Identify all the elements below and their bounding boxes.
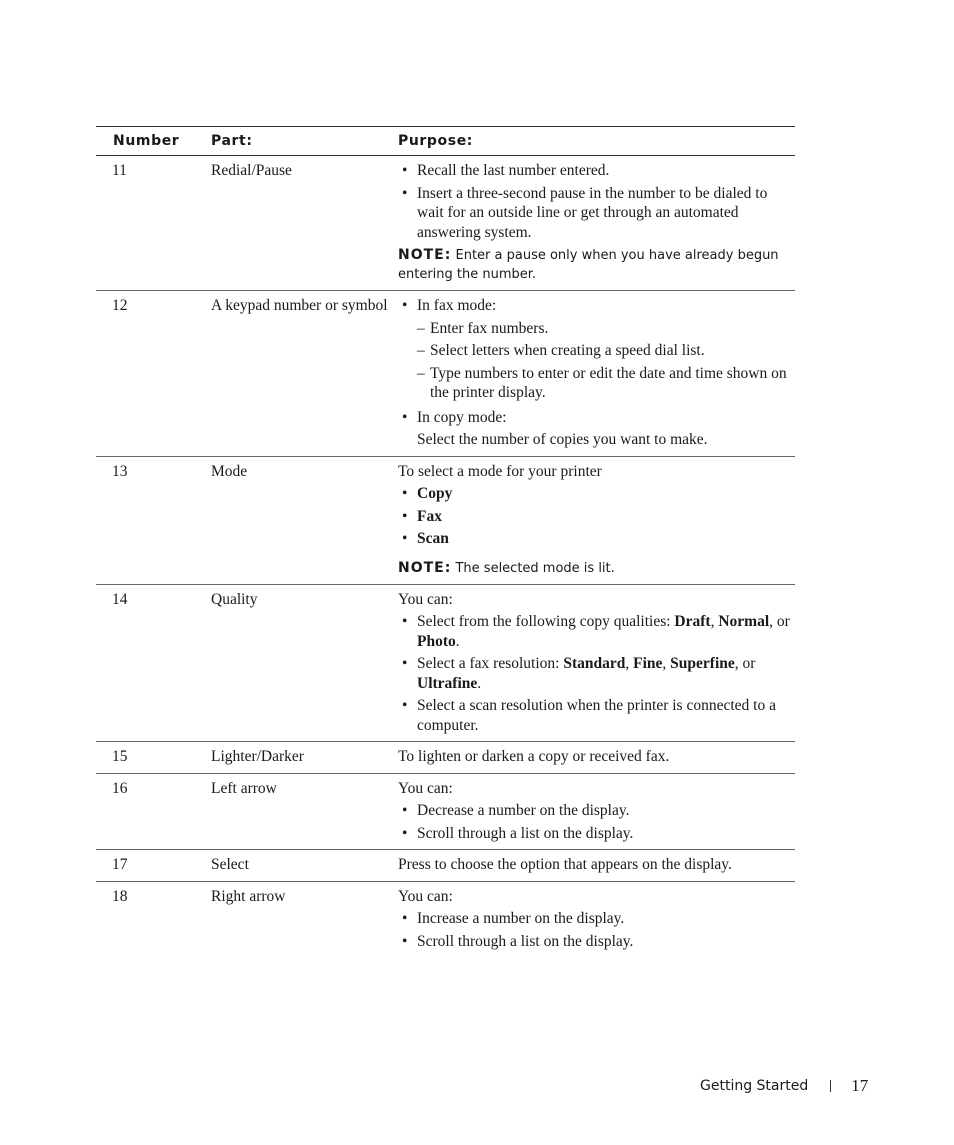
dash-mark: – bbox=[417, 364, 425, 382]
list-item-text: Increase a number on the display. bbox=[417, 910, 625, 927]
list-item bbox=[398, 161, 793, 181]
bullet-mark: • bbox=[402, 697, 408, 714]
row-number: 12 bbox=[112, 297, 128, 314]
table-row bbox=[96, 291, 795, 457]
list-item bbox=[398, 932, 793, 952]
bullet-mark: • bbox=[402, 162, 408, 179]
header-purpose: Purpose: bbox=[398, 133, 473, 149]
mode-copy: Copy bbox=[417, 485, 453, 502]
list-item-text: In copy mode: bbox=[417, 408, 507, 426]
list-item bbox=[398, 296, 793, 316]
intro-text: You can: bbox=[398, 590, 453, 608]
row-purpose bbox=[398, 887, 795, 952]
text-run: , bbox=[662, 655, 671, 672]
bullet-mark: • bbox=[402, 802, 408, 819]
bullet-mark: • bbox=[402, 910, 408, 927]
text-run: Select from the following copy qualities: bbox=[417, 613, 675, 630]
table-row bbox=[96, 742, 795, 774]
mode-scan: Scan bbox=[417, 530, 449, 547]
row-part: Mode bbox=[211, 462, 248, 480]
row-part: Left arrow bbox=[211, 779, 277, 797]
list-item bbox=[398, 824, 793, 844]
parts-table bbox=[96, 126, 795, 957]
text-run: , bbox=[625, 655, 634, 672]
bullet-mark: • bbox=[402, 655, 408, 672]
list-item bbox=[398, 801, 793, 821]
note-text: Enter a pause only when you have already begun entering the number. bbox=[398, 248, 779, 282]
row-number: 16 bbox=[112, 779, 128, 797]
note bbox=[398, 246, 793, 284]
text-run: , or bbox=[734, 655, 756, 672]
table-row bbox=[96, 882, 795, 958]
quality-photo: Photo bbox=[417, 632, 456, 650]
page-number: 17 bbox=[851, 1076, 869, 1095]
list-item-text: Insert a three-second pause in the number to be dialed to wait for an outside line or get through an automated answering system. bbox=[417, 184, 768, 241]
list-item-text bbox=[417, 654, 793, 693]
row-purpose: Press to choose the option that appears on the display. bbox=[398, 856, 732, 873]
row-part: Redial/Pause bbox=[211, 162, 292, 179]
resolution-superfine: Superfine bbox=[670, 655, 735, 672]
table-header bbox=[96, 127, 795, 156]
row-number: 11 bbox=[112, 162, 127, 179]
note bbox=[398, 559, 793, 578]
list-item bbox=[398, 909, 793, 929]
bullet-mark: • bbox=[402, 408, 408, 426]
note-label: NOTE: bbox=[398, 559, 452, 576]
header-number: Number bbox=[113, 133, 180, 149]
row-purpose bbox=[398, 462, 795, 578]
note-label: NOTE: bbox=[398, 247, 452, 263]
row-number: 17 bbox=[112, 856, 128, 873]
row-purpose bbox=[398, 161, 795, 284]
list-item bbox=[398, 654, 793, 693]
list-item bbox=[398, 529, 793, 549]
resolution-standard: Standard bbox=[563, 655, 626, 672]
bullet-mark: • bbox=[402, 613, 408, 630]
row-purpose: To lighten or darken a copy or received fax. bbox=[398, 748, 670, 765]
table-row bbox=[96, 585, 795, 743]
row-part: Quality bbox=[211, 590, 258, 608]
bullet-mark: • bbox=[402, 485, 408, 502]
list-item-text: Scroll through a list on the display. bbox=[417, 932, 634, 950]
list-item-text: In fax mode: bbox=[417, 297, 497, 314]
sub-list-item bbox=[398, 341, 793, 361]
list-item-text: Recall the last number entered. bbox=[417, 162, 610, 179]
dash-mark: – bbox=[417, 342, 425, 359]
bullet-mark: • bbox=[402, 530, 408, 547]
row-purpose bbox=[398, 296, 795, 450]
text-run: . bbox=[455, 632, 460, 650]
bullet-mark: • bbox=[402, 184, 408, 202]
list-item-text bbox=[417, 612, 793, 651]
quality-draft: Draft bbox=[674, 613, 711, 630]
row-part: Lighter/Darker bbox=[211, 748, 304, 765]
sub-list-item-text: Enter fax numbers. bbox=[430, 319, 549, 337]
bullet-mark: • bbox=[402, 932, 408, 950]
text-run: , or bbox=[769, 613, 790, 630]
sub-list-item bbox=[398, 364, 793, 403]
list-item-text: Select a scan resolution when the printer is connected to a computer. bbox=[417, 697, 776, 734]
list-item-continuation: Select the number of copies you want to make. bbox=[417, 431, 708, 448]
list-item bbox=[398, 612, 793, 651]
text-run: . bbox=[477, 674, 482, 692]
sub-list-item-text: Type numbers to enter or edit the date and time shown on the printer display. bbox=[430, 364, 787, 401]
row-purpose bbox=[398, 779, 795, 844]
text-run: , bbox=[710, 613, 719, 630]
row-number: 18 bbox=[112, 887, 128, 905]
bullet-mark: • bbox=[402, 824, 408, 842]
note-text: The selected mode is lit. bbox=[455, 560, 615, 576]
row-number: 15 bbox=[112, 748, 128, 765]
sub-list-item-text: Select letters when creating a speed dial list. bbox=[430, 342, 705, 359]
bullet-mark: • bbox=[402, 507, 408, 525]
list-item bbox=[398, 696, 793, 735]
table-row bbox=[96, 850, 795, 882]
mode-fax: Fax bbox=[417, 507, 442, 525]
list-item-text: Decrease a number on the display. bbox=[417, 802, 630, 819]
sub-list-item bbox=[398, 319, 793, 339]
row-part: A keypad number or symbol bbox=[211, 297, 388, 314]
list-item bbox=[398, 184, 793, 243]
intro-text: You can: bbox=[398, 887, 453, 905]
row-part: Right arrow bbox=[211, 887, 286, 905]
text-run: Select a fax resolution: bbox=[417, 655, 564, 672]
list-item bbox=[398, 507, 793, 527]
intro-text: To select a mode for your printer bbox=[398, 462, 602, 480]
dash-mark: – bbox=[417, 319, 425, 337]
list-item bbox=[398, 408, 793, 428]
footer-section-title: Getting Started bbox=[700, 1078, 809, 1094]
row-purpose bbox=[398, 590, 795, 736]
row-number: 14 bbox=[112, 590, 128, 608]
table-row bbox=[96, 156, 795, 291]
row-part: Select bbox=[211, 856, 249, 873]
resolution-fine: Fine bbox=[633, 655, 663, 672]
list-item bbox=[398, 484, 793, 504]
page-footer bbox=[700, 1076, 868, 1096]
quality-normal: Normal bbox=[718, 613, 770, 630]
table-row bbox=[96, 774, 795, 851]
list-item-text: Scroll through a list on the display. bbox=[417, 824, 634, 842]
row-number: 13 bbox=[112, 462, 128, 480]
bullet-mark: • bbox=[402, 297, 408, 314]
header-part: Part: bbox=[211, 133, 253, 149]
footer-divider bbox=[830, 1080, 831, 1092]
intro-text: You can: bbox=[398, 779, 453, 797]
resolution-ultrafine: Ultrafine bbox=[417, 674, 478, 692]
table-row bbox=[96, 457, 795, 585]
